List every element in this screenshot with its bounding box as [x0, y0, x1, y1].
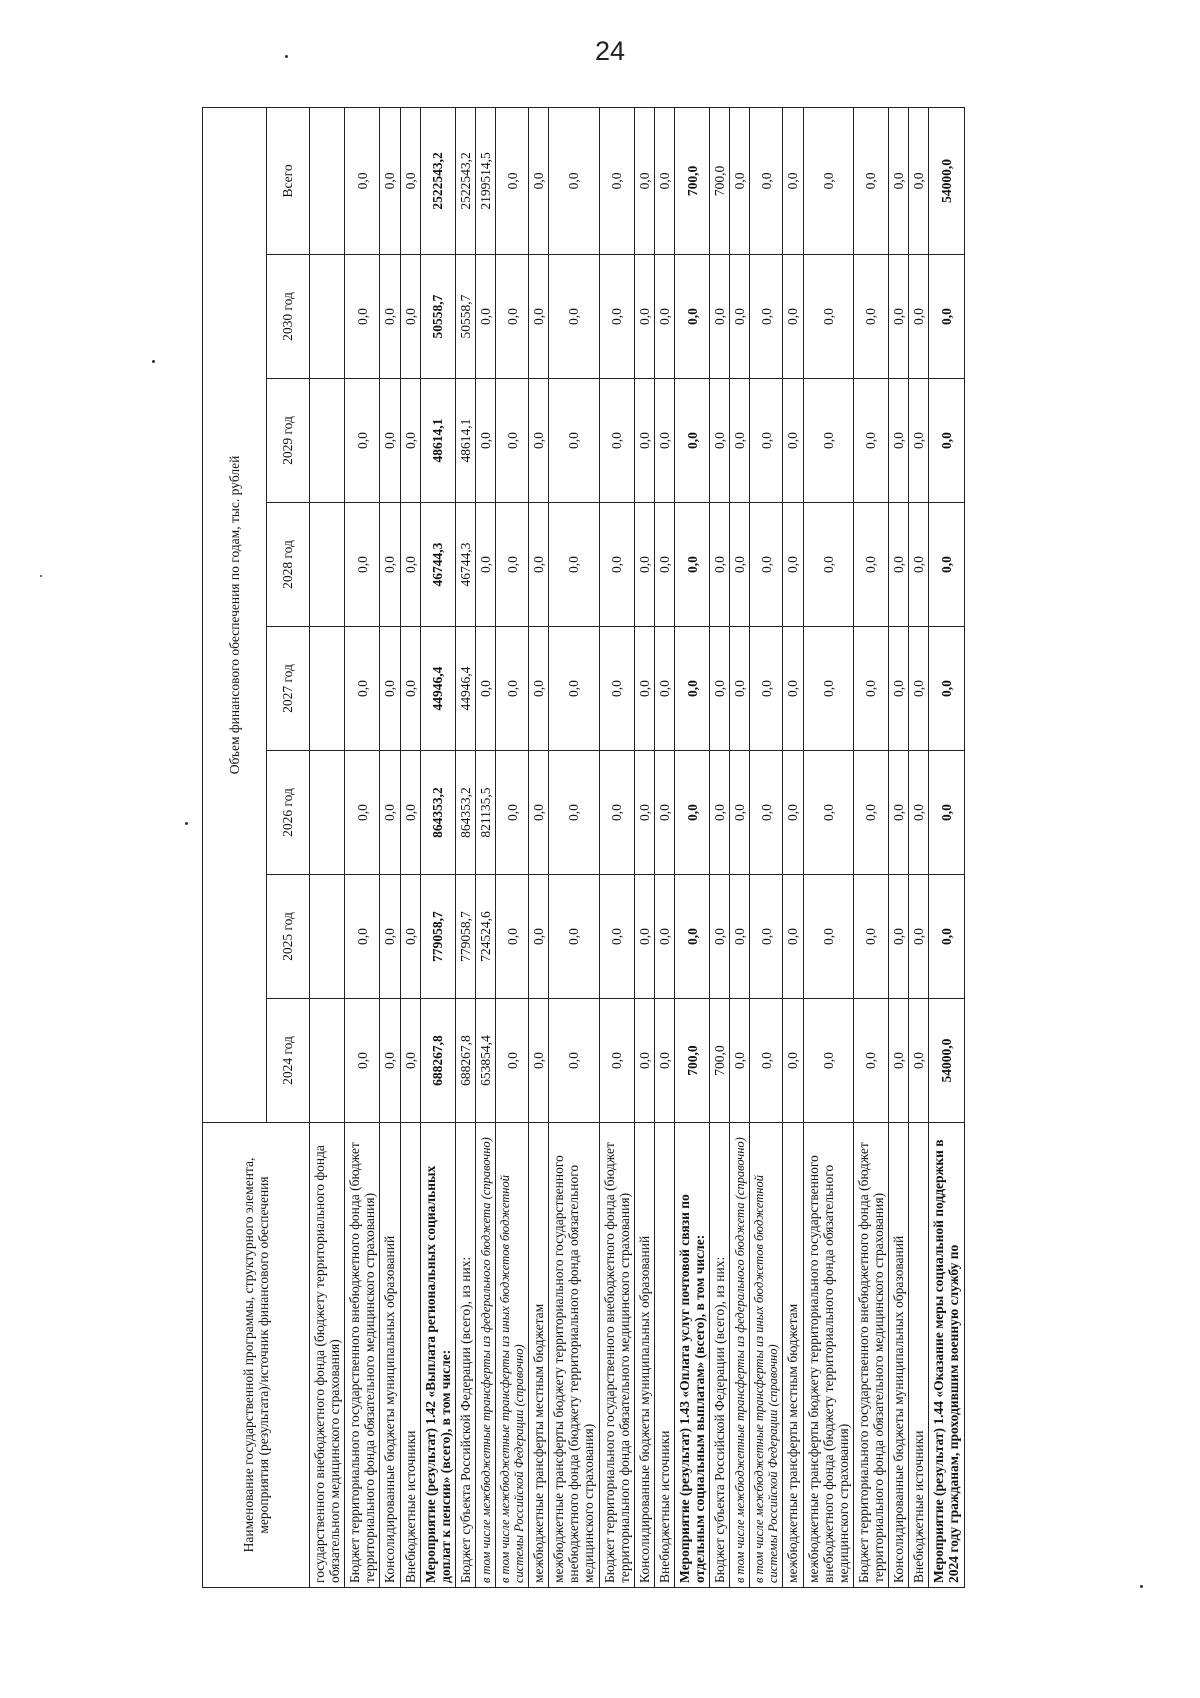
- row-source-name: межбюджетные трансферты местным бюджетам: [783, 1123, 803, 1588]
- row-value-cell: 0,0: [783, 875, 803, 999]
- row-value-cell: 779058,7: [455, 875, 475, 999]
- row-value-cell: 0,0: [853, 875, 888, 999]
- row-value-cell: 0,0: [529, 875, 549, 999]
- row-value-cell: 700,0: [674, 107, 709, 254]
- row-value-cell: 0,0: [853, 255, 888, 379]
- row-value-cell: 0,0: [909, 503, 929, 627]
- header-row-group: [203, 107, 267, 1587]
- table-row: [310, 107, 345, 1587]
- row-value-cell: 0,0: [889, 999, 909, 1123]
- row-value-cell: 0,0: [634, 999, 654, 1123]
- table-row: [400, 107, 420, 1587]
- row-value-cell: [310, 255, 345, 379]
- row-value-cell: 0,0: [599, 107, 634, 254]
- row-value-cell: 0,0: [654, 627, 674, 751]
- row-value-cell: 0,0: [783, 751, 803, 875]
- row-value-cell: 0,0: [549, 503, 599, 627]
- row-value-cell: 0,0: [380, 875, 400, 999]
- row-value-cell: 0,0: [853, 379, 888, 503]
- row-value-cell: 0,0: [400, 999, 420, 1123]
- row-value-cell: 0,0: [496, 255, 529, 379]
- column-header-year: 2024 год: [267, 999, 310, 1123]
- column-header-year: 2030 год: [267, 255, 310, 379]
- row-value-cell: 0,0: [889, 627, 909, 751]
- row-value-cell: [310, 627, 345, 751]
- row-value-cell: 0,0: [730, 255, 750, 379]
- row-value-cell: 0,0: [889, 255, 909, 379]
- row-value-cell: 688267,8: [420, 999, 455, 1123]
- row-value-cell: 0,0: [909, 379, 929, 503]
- row-value-cell: 0,0: [730, 751, 750, 875]
- row-value-cell: 0,0: [730, 875, 750, 999]
- row-value-cell: 653854,4: [475, 999, 495, 1123]
- row-value-cell: 700,0: [674, 999, 709, 1123]
- row-value-cell: 0,0: [654, 255, 674, 379]
- row-value-cell: 0,0: [634, 255, 654, 379]
- row-value-cell: 0,0: [380, 999, 400, 1123]
- row-value-cell: 0,0: [400, 255, 420, 379]
- row-value-cell: 0,0: [929, 875, 964, 999]
- row-value-cell: 0,0: [345, 999, 380, 1123]
- row-value-cell: 0,0: [909, 875, 929, 999]
- row-value-cell: 779058,7: [420, 875, 455, 999]
- row-value-cell: 44946,4: [420, 627, 455, 751]
- row-value-cell: 0,0: [803, 255, 853, 379]
- row-value-cell: 0,0: [750, 627, 783, 751]
- row-value-cell: [310, 503, 345, 627]
- row-value-cell: 0,0: [380, 107, 400, 254]
- table-row: [420, 107, 455, 1587]
- row-value-cell: 0,0: [750, 379, 783, 503]
- row-value-cell: 50558,7: [420, 255, 455, 379]
- row-source-name: Мероприятие (результат) 1.43 «Оплата услуг почтовой связи по отдельным социальным выплатам» (всего), в том числе:: [674, 1123, 709, 1588]
- table-row: [783, 107, 803, 1587]
- row-value-cell: 0,0: [710, 875, 730, 999]
- row-value-cell: 0,0: [400, 875, 420, 999]
- row-value-cell: 0,0: [599, 999, 634, 1123]
- row-value-cell: 0,0: [909, 107, 929, 254]
- row-value-cell: 0,0: [345, 751, 380, 875]
- column-group-header: Объем финансового обеспечения по годам, тыс. рублей: [203, 107, 267, 1122]
- row-value-cell: 0,0: [345, 503, 380, 627]
- row-value-cell: 0,0: [889, 379, 909, 503]
- row-value-cell: 0,0: [400, 627, 420, 751]
- row-source-name: Консолидированные бюджеты муниципальных образований: [889, 1123, 909, 1588]
- row-value-cell: 0,0: [549, 379, 599, 503]
- row-value-cell: 0,0: [496, 999, 529, 1123]
- row-value-cell: 0,0: [380, 255, 400, 379]
- row-value-cell: 0,0: [345, 379, 380, 503]
- row-value-cell: 0,0: [654, 503, 674, 627]
- row-value-cell: 0,0: [634, 875, 654, 999]
- table-row: [803, 107, 853, 1587]
- row-value-cell: 2522543,2: [420, 107, 455, 254]
- table-row: [634, 107, 654, 1587]
- row-source-name: Консолидированные бюджеты муниципальных образований: [634, 1123, 654, 1588]
- row-source-name: Бюджет территориального государственного внебюджетного фонда (бюджет территориального фонда обязательного медицинского страхования): [853, 1123, 888, 1588]
- row-value-cell: 0,0: [634, 379, 654, 503]
- row-value-cell: 0,0: [674, 379, 709, 503]
- row-source-name: Бюджет территориального государственного внебюджетного фонда (бюджет территориального фонда обязательного медицинского страхования): [599, 1123, 634, 1588]
- row-value-cell: 0,0: [380, 751, 400, 875]
- row-value-cell: 0,0: [710, 379, 730, 503]
- row-value-cell: 0,0: [400, 503, 420, 627]
- column-header-year: 2029 год: [267, 379, 310, 503]
- row-value-cell: 0,0: [529, 751, 549, 875]
- table-row: [345, 107, 380, 1587]
- row-value-cell: 54000,0: [929, 107, 964, 254]
- table-row: [889, 107, 909, 1587]
- row-source-name: Внебюджетные источники: [400, 1123, 420, 1588]
- row-source-name: Внебюджетные источники: [909, 1123, 929, 1588]
- scan-speck: [285, 55, 288, 58]
- row-value-cell: 0,0: [529, 255, 549, 379]
- row-value-cell: 0,0: [496, 107, 529, 254]
- table-row: [730, 107, 750, 1587]
- row-value-cell: 0,0: [909, 627, 929, 751]
- row-value-cell: 0,0: [529, 999, 549, 1123]
- row-value-cell: 0,0: [400, 107, 420, 254]
- row-value-cell: 2199514,5: [475, 107, 495, 254]
- row-value-cell: 0,0: [654, 751, 674, 875]
- row-value-cell: 0,0: [909, 255, 929, 379]
- table-head: [203, 107, 310, 1587]
- row-value-cell: 688267,8: [455, 999, 475, 1123]
- row-source-name: в том числе межбюджетные трансферты из иных бюджетов бюджетной системы Российской Федерации (справочно): [750, 1123, 783, 1588]
- row-value-cell: [310, 875, 345, 999]
- row-value-cell: 0,0: [529, 107, 549, 254]
- scan-speck: [40, 575, 42, 577]
- row-value-cell: 0,0: [475, 627, 495, 751]
- row-value-cell: 0,0: [599, 751, 634, 875]
- row-value-cell: 0,0: [529, 379, 549, 503]
- row-value-cell: 0,0: [929, 627, 964, 751]
- row-value-cell: 0,0: [853, 751, 888, 875]
- row-value-cell: 0,0: [803, 875, 853, 999]
- row-value-cell: 0,0: [783, 379, 803, 503]
- row-value-cell: 0,0: [599, 379, 634, 503]
- row-value-cell: 0,0: [380, 627, 400, 751]
- row-value-cell: 0,0: [929, 503, 964, 627]
- row-value-cell: 0,0: [529, 627, 549, 751]
- row-value-cell: 700,0: [710, 999, 730, 1123]
- table-row: [529, 107, 549, 1587]
- row-value-cell: 44946,4: [455, 627, 475, 751]
- row-value-cell: 0,0: [730, 107, 750, 254]
- row-value-cell: 0,0: [783, 255, 803, 379]
- row-source-name: в том числе межбюджетные трансферты из федерального бюджета (справочно): [730, 1123, 750, 1588]
- row-value-cell: 0,0: [783, 503, 803, 627]
- row-value-cell: 0,0: [345, 107, 380, 254]
- row-value-cell: 0,0: [654, 107, 674, 254]
- row-value-cell: 864353,2: [420, 751, 455, 875]
- row-value-cell: 0,0: [730, 379, 750, 503]
- table-row: [654, 107, 674, 1587]
- scan-speck: [152, 360, 155, 363]
- column-header-year: 2026 год: [267, 751, 310, 875]
- row-value-cell: 46744,3: [420, 503, 455, 627]
- row-value-cell: 54000,0: [929, 999, 964, 1123]
- row-value-cell: 0,0: [549, 255, 599, 379]
- row-value-cell: 724524,6: [475, 875, 495, 999]
- row-source-name: межбюджетные трансферты бюджету территориального государственного внебюджетного фонда (бюджету территориального фонда обязательного медицинского страхования): [549, 1123, 599, 1588]
- row-value-cell: 0,0: [909, 999, 929, 1123]
- row-value-cell: 0,0: [710, 627, 730, 751]
- row-value-cell: 0,0: [730, 999, 750, 1123]
- row-value-cell: 0,0: [889, 503, 909, 627]
- rotated-table-area: [202, 108, 1200, 1588]
- row-value-cell: 0,0: [496, 875, 529, 999]
- row-source-name: межбюджетные трансферты бюджету территориального государственного внебюджетного фонда (бюджету территориального фонда обязательного медицинского страхования): [803, 1123, 853, 1588]
- row-source-name: в том числе межбюджетные трансферты из федерального бюджета (справочно): [475, 1123, 495, 1588]
- page-number: 24: [594, 36, 626, 66]
- row-value-cell: 0,0: [475, 379, 495, 503]
- row-value-cell: 0,0: [889, 875, 909, 999]
- row-value-cell: [310, 107, 345, 254]
- row-value-cell: 48614,1: [455, 379, 475, 503]
- row-value-cell: 0,0: [730, 627, 750, 751]
- row-value-cell: 700,0: [710, 107, 730, 254]
- row-value-cell: [310, 379, 345, 503]
- row-value-cell: 0,0: [654, 875, 674, 999]
- table-row: [549, 107, 599, 1587]
- row-source-name: Мероприятие (результат) 1.44 «Оказание меры социальной поддержки в 2024 году гражданам, проходившим военную службу по: [929, 1123, 964, 1588]
- table-body: [310, 107, 965, 1587]
- financing-table: [202, 107, 965, 1588]
- row-source-name: в том числе межбюджетные трансферты из иных бюджетов бюджетной системы Российской Федерации (справочно): [496, 1123, 529, 1588]
- row-value-cell: 0,0: [710, 751, 730, 875]
- row-value-cell: 0,0: [475, 255, 495, 379]
- row-value-cell: 0,0: [853, 503, 888, 627]
- row-value-cell: 0,0: [400, 379, 420, 503]
- row-value-cell: 0,0: [400, 751, 420, 875]
- row-value-cell: 0,0: [634, 751, 654, 875]
- row-value-cell: 0,0: [803, 999, 853, 1123]
- row-value-cell: 0,0: [783, 107, 803, 254]
- row-source-name: Внебюджетные источники: [654, 1123, 674, 1588]
- row-value-cell: 0,0: [750, 999, 783, 1123]
- row-value-cell: 0,0: [889, 751, 909, 875]
- row-value-cell: 0,0: [710, 503, 730, 627]
- column-header-year: Всего: [267, 107, 310, 254]
- table-row: [475, 107, 495, 1587]
- row-value-cell: 0,0: [929, 255, 964, 379]
- table-row: [674, 107, 709, 1587]
- row-value-cell: 0,0: [345, 255, 380, 379]
- row-value-cell: 0,0: [634, 627, 654, 751]
- row-value-cell: 0,0: [710, 255, 730, 379]
- row-value-cell: 0,0: [909, 751, 929, 875]
- row-value-cell: 0,0: [750, 751, 783, 875]
- row-value-cell: 0,0: [783, 627, 803, 751]
- row-source-name: Бюджет территориального государственного внебюджетного фонда (бюджет территориального фонда обязательного медицинского страхования): [345, 1123, 380, 1588]
- row-value-cell: 0,0: [674, 503, 709, 627]
- row-value-cell: 48614,1: [420, 379, 455, 503]
- row-value-cell: 0,0: [803, 627, 853, 751]
- column-header-year: 2027 год: [267, 627, 310, 751]
- row-value-cell: 0,0: [634, 503, 654, 627]
- row-value-cell: 0,0: [853, 999, 888, 1123]
- row-value-cell: [310, 751, 345, 875]
- row-value-cell: 0,0: [599, 875, 634, 999]
- table-row: [909, 107, 929, 1587]
- row-value-cell: 0,0: [634, 107, 654, 254]
- row-value-cell: 2522543,2: [455, 107, 475, 254]
- row-value-cell: 0,0: [654, 999, 674, 1123]
- row-value-cell: 0,0: [549, 107, 599, 254]
- row-value-cell: [310, 999, 345, 1123]
- row-value-cell: 0,0: [853, 107, 888, 254]
- table-row: [929, 107, 964, 1587]
- row-value-cell: 0,0: [750, 875, 783, 999]
- table-row: [750, 107, 783, 1587]
- row-value-cell: 0,0: [549, 875, 599, 999]
- table-row: [380, 107, 400, 1587]
- row-value-cell: 0,0: [380, 379, 400, 503]
- landscape-page-content: [202, 108, 1200, 1588]
- row-value-cell: 0,0: [803, 379, 853, 503]
- row-value-cell: 0,0: [750, 107, 783, 254]
- row-value-cell: 0,0: [750, 255, 783, 379]
- row-source-name: государственного внебюджетного фонда (бюджету территориального фонда обязательного медицинского страхования): [310, 1123, 345, 1588]
- row-value-cell: 46744,3: [455, 503, 475, 627]
- row-value-cell: 0,0: [496, 627, 529, 751]
- row-value-cell: 0,0: [674, 255, 709, 379]
- table-row: [710, 107, 730, 1587]
- row-source-name: Консолидированные бюджеты муниципальных образований: [380, 1123, 400, 1588]
- column-header-name: Наименование государственной программы, структурного элемента, мероприятия (результата)/источник финансового обеспечения: [203, 1123, 310, 1588]
- row-source-name: Мероприятие (результат) 1.42 «Выплата региональных социальных доплат к пенсии» (всего), в том числе:: [420, 1123, 455, 1588]
- row-value-cell: 864353,2: [455, 751, 475, 875]
- row-value-cell: 0,0: [599, 255, 634, 379]
- column-header-year: 2028 год: [267, 503, 310, 627]
- row-value-cell: 0,0: [345, 875, 380, 999]
- row-value-cell: 0,0: [654, 379, 674, 503]
- row-value-cell: 0,0: [529, 503, 549, 627]
- row-value-cell: 821135,5: [475, 751, 495, 875]
- row-value-cell: 0,0: [783, 999, 803, 1123]
- row-source-name: межбюджетные трансферты местным бюджетам: [529, 1123, 549, 1588]
- row-value-cell: 0,0: [674, 751, 709, 875]
- row-value-cell: 0,0: [549, 751, 599, 875]
- row-value-cell: 0,0: [496, 751, 529, 875]
- row-source-name: Бюджет субъекта Российской Федерации (всего), из них:: [455, 1123, 475, 1588]
- row-value-cell: 0,0: [889, 107, 909, 254]
- row-value-cell: 0,0: [345, 627, 380, 751]
- row-value-cell: 0,0: [496, 503, 529, 627]
- row-value-cell: 0,0: [380, 503, 400, 627]
- table-row: [853, 107, 888, 1587]
- column-header-year: 2025 год: [267, 875, 310, 999]
- row-value-cell: 0,0: [496, 379, 529, 503]
- row-value-cell: 0,0: [549, 627, 599, 751]
- row-value-cell: 0,0: [730, 503, 750, 627]
- row-value-cell: 0,0: [803, 503, 853, 627]
- table-row: [496, 107, 529, 1587]
- row-value-cell: 0,0: [929, 751, 964, 875]
- row-value-cell: 50558,7: [455, 255, 475, 379]
- row-source-name: Бюджет субъекта Российской Федерации (всего), из них:: [710, 1123, 730, 1588]
- row-value-cell: 0,0: [599, 503, 634, 627]
- scan-speck: [185, 822, 188, 825]
- table-row: [599, 107, 634, 1587]
- row-value-cell: 0,0: [929, 379, 964, 503]
- row-value-cell: 0,0: [803, 107, 853, 254]
- table-row: [455, 107, 475, 1587]
- row-value-cell: 0,0: [750, 503, 783, 627]
- row-value-cell: 0,0: [549, 999, 599, 1123]
- row-value-cell: 0,0: [599, 627, 634, 751]
- row-value-cell: 0,0: [803, 751, 853, 875]
- row-value-cell: 0,0: [475, 503, 495, 627]
- row-value-cell: 0,0: [674, 875, 709, 999]
- row-value-cell: 0,0: [674, 627, 709, 751]
- row-value-cell: 0,0: [853, 627, 888, 751]
